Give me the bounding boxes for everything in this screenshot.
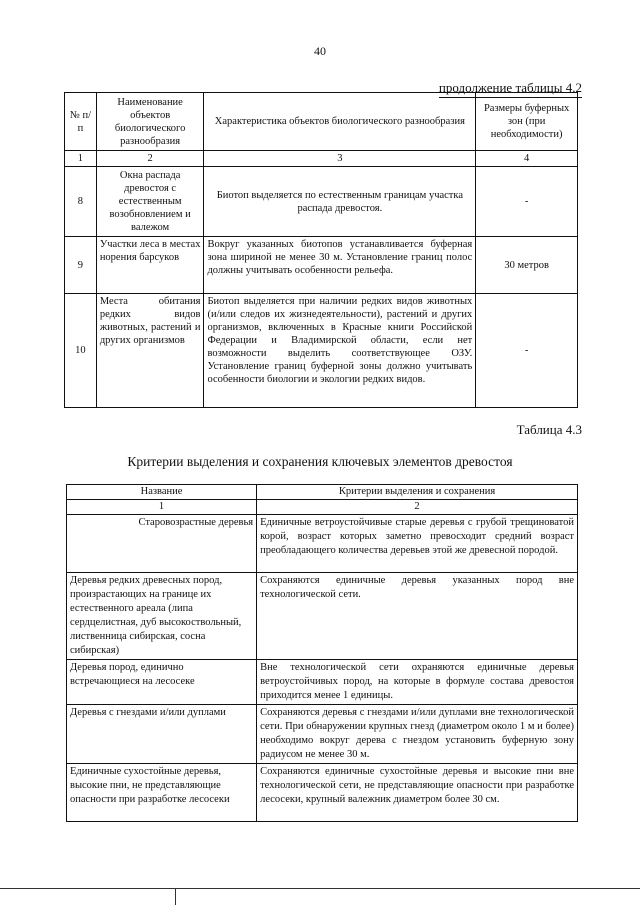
header-cell: Название — [67, 485, 257, 500]
table-caption: Таблица 4.3 — [516, 422, 582, 437]
element-criteria: Сохраняются деревья с гнездами и/или дуплами вне технологической сети. При обнаружении крупных гнезд (диаметром около 1 м и более) необходимо вокруг дерева с гнездом установить буферную зону радиусом не менее 30 м. — [257, 705, 578, 764]
buffer-size: - — [476, 167, 578, 237]
column-number: 4 — [476, 151, 578, 167]
element-name: Деревья пород, единично встречающиеся на лесосеке — [67, 660, 257, 705]
object-name: Места обитания редких видов животных, растений и других организмов — [96, 294, 204, 408]
table-row — [67, 573, 578, 660]
scan-edge-mark — [175, 888, 176, 905]
element-name: Старовозрастные деревья — [67, 515, 257, 573]
table-row — [67, 660, 578, 705]
table-row — [65, 294, 578, 408]
column-number: 3 — [204, 151, 476, 167]
row-number: 10 — [65, 294, 97, 408]
object-description: Вокруг указанных биотопов устанавливается буферная зона шириной не менее 30 м. Установление границ полос должны учитывать особенности рельефа. — [204, 237, 476, 294]
column-number: 1 — [67, 500, 257, 515]
table-row — [67, 515, 578, 573]
object-name: Окна распада древостоя с естественным возобновлением и валежом — [96, 167, 204, 237]
header-cell: Размеры буферных зон (при необходимости) — [476, 93, 578, 151]
table-row — [65, 237, 578, 294]
biodiversity-table — [64, 92, 578, 408]
element-name: Единичные сухостойные деревья, высокие пни, не представляющие опасности при разработке лесосеки — [67, 764, 257, 822]
column-number-row — [65, 151, 578, 167]
table-header-row — [67, 485, 578, 500]
scan-edge-line — [0, 888, 640, 889]
header-cell: Критерии выделения и сохранения — [257, 485, 578, 500]
table-title: Критерии выделения и сохранения ключевых элементов древостоя — [127, 454, 513, 469]
table-row — [67, 705, 578, 764]
header-cell: № п/п — [65, 93, 97, 151]
column-number: 1 — [65, 151, 97, 167]
element-criteria: Сохраняются единичные сухостойные деревья и высокие пни вне технологической сети, не представляющие опасности при разработке лесосеки, крупный валежник диаметром более 30 см. — [257, 764, 578, 822]
row-number: 9 — [65, 237, 97, 294]
element-criteria: Вне технологической сети охраняются единичные деревья ветроустойчивых пород, на которые в формуле состава древостоя приходится менее 1 единицы. — [257, 660, 578, 705]
table-row — [65, 167, 578, 237]
table-continuation-label: продолжение таблицы 4.2 — [439, 80, 582, 98]
element-name: Деревья редких древесных пород, произрастающих на границе их естественного ареала (липа сердцелистная, дуб высокоствольный, лиственница сибирская, сосна сибирская) — [67, 573, 257, 660]
column-number-row — [67, 500, 578, 515]
object-description: Биотоп выделяется по естественным границам участка распада древостоя. — [204, 167, 476, 237]
object-description: Биотоп выделяется при наличии редких видов животных (и/или следов их жизнедеятельности), растений и других организмов, включенных в Красные книги Российской Федерации и Владимирской области, если нет возможности выделить соответствующее ОЗУ. Установление границ буферной зоны должно учитывать особенности биологии и экологии редких видов. — [204, 294, 476, 408]
table-row — [67, 764, 578, 822]
element-criteria: Единичные ветроустойчивые старые деревья с грубой трещиноватой корой, возраст которых заметно превосходит средний возраст преобладающего количества деревьев этой же древесной породой. — [257, 515, 578, 573]
header-cell: Наименование объектов биологического разнообразия — [96, 93, 204, 151]
buffer-size: 30 метров — [476, 237, 578, 294]
header-cell: Характеристика объектов биологического разнообразия — [204, 93, 476, 151]
column-number: 2 — [96, 151, 204, 167]
element-criteria: Сохраняются единичные деревья указанных пород вне технологической сети. — [257, 573, 578, 660]
table-header-row — [65, 93, 578, 151]
key-elements-table — [66, 484, 578, 822]
page-number: 40 — [314, 44, 326, 58]
row-number: 8 — [65, 167, 97, 237]
element-name: Деревья с гнездами и/или дуплами — [67, 705, 257, 764]
column-number: 2 — [257, 500, 578, 515]
object-name: Участки леса в местах норения барсуков — [96, 237, 204, 294]
buffer-size: - — [476, 294, 578, 408]
